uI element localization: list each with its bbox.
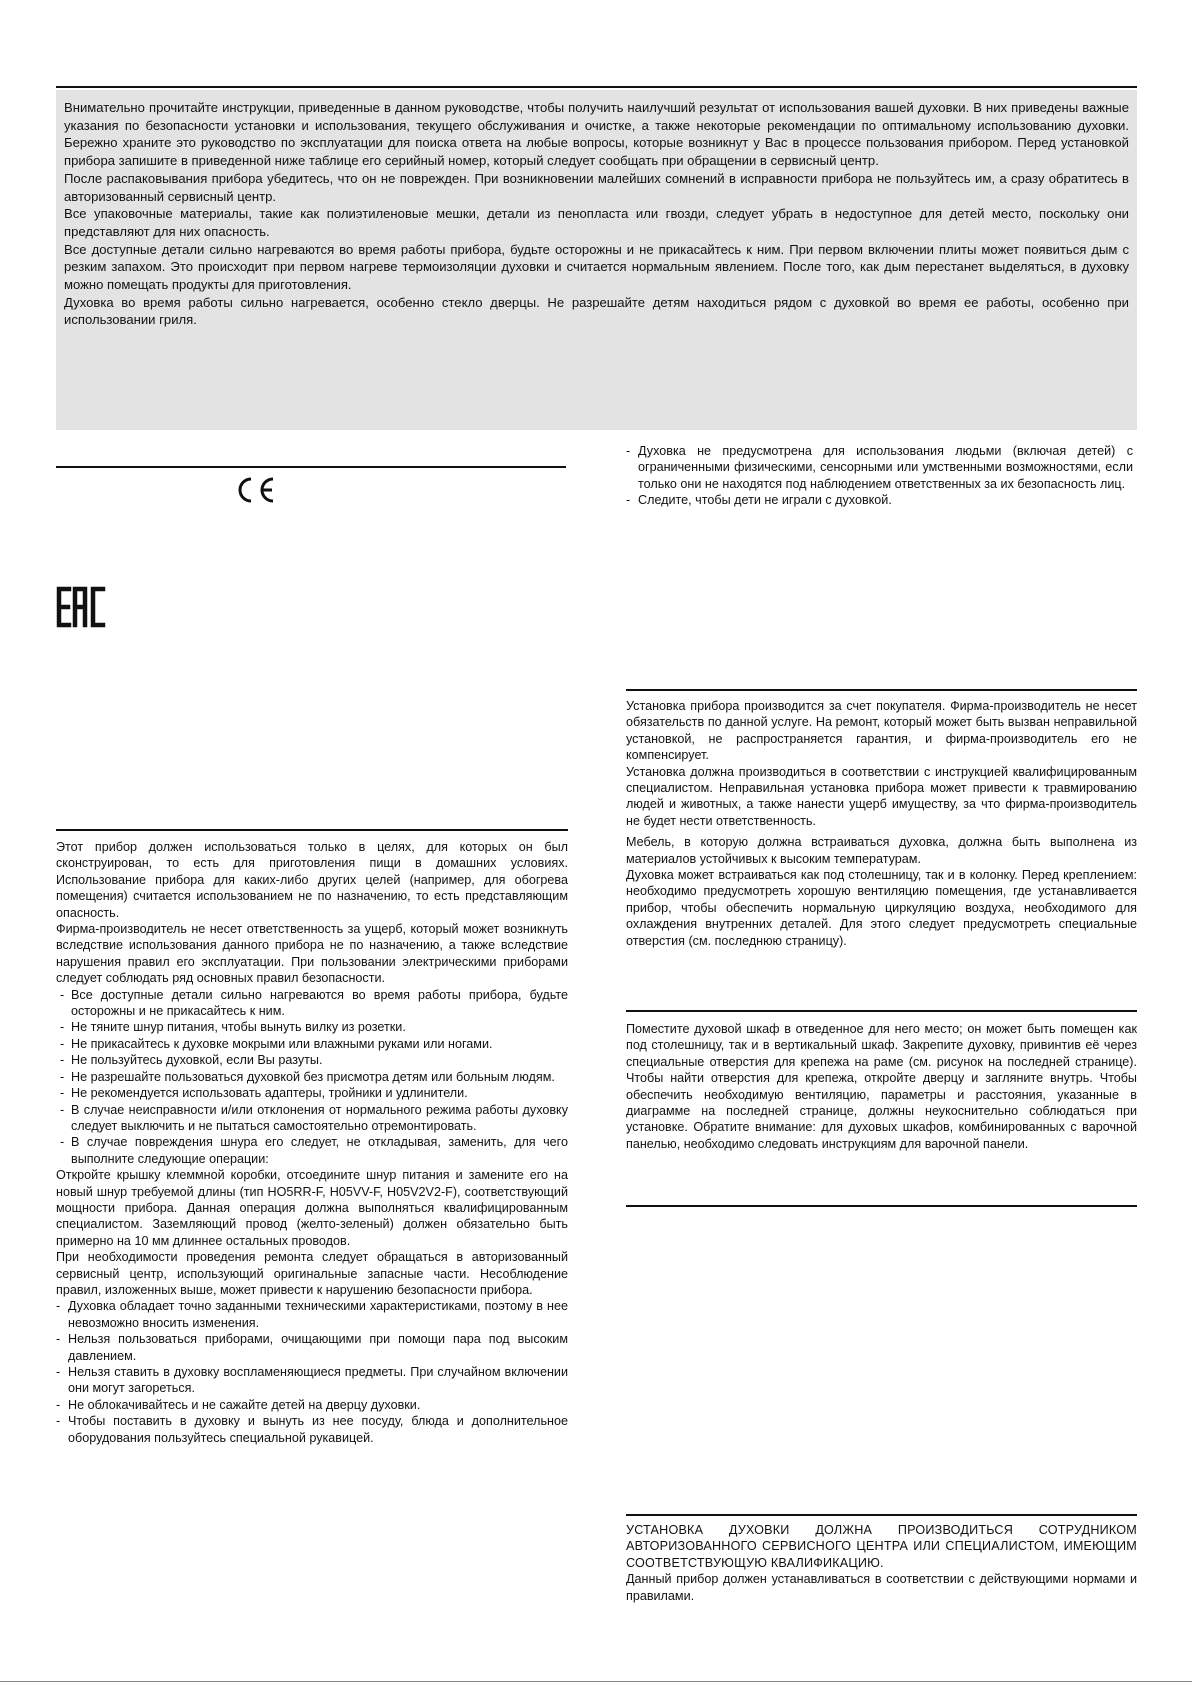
bottom-rule (0, 1681, 1192, 1682)
list-item: - Духовка не предусмотрена для использования людьми (включая детей) с ограниченными физическими, сенсорными или умственными возможностями, если только они не находятся под наблюдением ответственных за их безопасность лиц. (626, 443, 1133, 492)
safety-paragraph: При необходимости проведения ремонта следует обращаться в авторизованный сервисный центр, использующий оригинальные запасные части. Несоблюдение правил, изложенных выше, может привести к нарушению безопасности прибора. (56, 1250, 568, 1297)
child-safety-list (626, 443, 1133, 509)
list-item: - Не облокачивайтесь и не сажайте детей на дверцу духовки. (56, 1397, 568, 1413)
list-item: - Не рекомендуется использовать адаптеры, тройники и удлинители. (56, 1085, 568, 1101)
installation-paragraph: Установка должна производиться в соответствии с инструкцией квалифицированным специалистом. Неправильная установка прибора может привести к травмированию людей и животных, а также нанести ущерб имуществу, за что фирма-производитель не будет нести ответственность. (626, 764, 1137, 828)
installation-section (626, 698, 1137, 949)
list-item: - Не пользуйтесь духовкой, если Вы разуты. (56, 1052, 568, 1068)
list-item: - Не разрешайте пользоваться духовкой без присмотра детям или больным людям. (56, 1069, 568, 1085)
list-item: - Все доступные детали сильно нагреваются во время работы прибора, будьте осторожны и не прикасайтесь к ним. (56, 987, 568, 1020)
section-rule (56, 829, 568, 831)
list-item: - Нельзя пользоваться приборами, очищающими при помощи пара под высоким давлением. (56, 1331, 568, 1364)
ce-mark (231, 475, 277, 505)
list-item: - Следите, чтобы дети не играли с духовкой. (626, 492, 1133, 508)
safety-paragraph: Фирма-производитель не несет ответственность за ущерб, который может возникнуть вследствие использования данного прибора не по назначению, а также вследствие нарушения правил его эксплуатации. При пользовании электрическими приборами следует соблюдать ряд основных правил безопасности. (56, 922, 568, 986)
intro-paragraph: Внимательно прочитайте инструкции, приведенные в данном руководстве, чтобы получить наилучший результат от использования вашей духовки. В них приведены важные указания по безопасности установки и использования, текущего обслуживания и очистке, а также некоторые рекомендации по оптимальному использованию духовки. Бережно храните это руководство по эксплуатации для поиска ответа на любые вопросы, которые возникнут у Вас в процессе пользования прибором. Перед установкой прибора запишите в приведенной ниже таблице его серийный номер, который следует сообщать при обращении в сервисный центр. (64, 100, 1129, 169)
list-item: - Не прикасайтесь к духовке мокрыми или влажными руками или ногами. (56, 1036, 568, 1052)
safety-paragraph: Этот прибор должен использоваться только в целях, для которых он был сконструирован, то есть для приготовления пищи в домашних условиях. Использование прибора для каких-либо других целей (например, для обогрева помещения) считается использованием не по назначению, то есть представляющим опасность. (56, 840, 568, 920)
qualified-installation-caps: УСТАНОВКА ДУХОВКИ ДОЛЖНА ПРОИЗВОДИТЬСЯ СОТРУДНИКОМ АВТОРИЗОВАННОГО СЕРВИСНОГО ЦЕНТРА ИЛИ СПЕЦИАЛИСТОМ, ИМЕЮЩИМ СООТВЕТСТВУЮЩУЮ КВАЛИФИКАЦИЮ. (626, 1523, 1137, 1570)
section-rule (626, 689, 1137, 691)
intro-paragraph: После распаковывания прибора убедитесь, что он не поврежден. При возникновении малейших сомнений в исправности прибора не пользуйтесь им, а сразу обратитесь в авторизованный сервисный центр. (64, 170, 1129, 204)
list-item: - Не тяните шнур питания, чтобы вынуть вилку из розетки. (56, 1019, 568, 1035)
installation-paragraph: Духовка может встраиваться как под столешницу, так и в колонку. Перед креплением: необходимо предусмотреть хорошую вентиляцию помещения, где устанавливается прибор, чтобы обеспечить нормальную циркуляцию воздуха, необходимого для охлаждения внутренних деталей. Для этого следует предусмотреть специальные отверстия (см. последнюю страницу). (626, 868, 1137, 948)
list-item: - В случае неисправности и/или отклонения от нормального режима работы духовку следует выключить и не пытаться самостоятельно отремонтировать. (56, 1102, 568, 1135)
safety-column (56, 839, 568, 1446)
intro-paragraph: Все упаковочные материалы, такие как полиэтиленовые мешки, детали из пенопласта или гвозди, следует убрать в недоступное для детей место, поскольку они представляют для них опасность. (64, 206, 1129, 239)
section-rule (626, 1205, 1137, 1207)
section-rule (626, 1514, 1137, 1516)
section-rule (56, 466, 566, 468)
top-rule (56, 86, 1137, 88)
list-item: - Духовка обладает точно заданными техническими характеристиками, поэтому в нее невозможно вносить изменения. (56, 1298, 568, 1331)
intro-paragraph: Все доступные детали сильно нагреваются во время работы прибора, будьте осторожны и не прикасайтесь к ним. При первом включении плиты может появиться дым с резким запахом. Это происходит при первом нагреве термоизоляции духовки и считается нормальным явлением. После того, как дым перестанет выделяться, в духовку можно помещать продукты для приготовления. (64, 241, 1129, 293)
safety-paragraph: Откройте крышку клеммной коробки, отсоедините шнур питания и замените его на новый шнур требуемой длины (тип HO5RR-F, H05VV-F, H05V2V2-F), соответствующий мощности прибора. Данная операция должна выполняться квалифицированным специалистом. Заземляющий провод (желто-зеленый) должен обязательно быть примерно на 10 мм длиннее остальных проводов. (56, 1168, 568, 1248)
list-item: - Нельзя ставить в духовку воспламеняющиеся предметы. При случайном включении они могут загореться. (56, 1364, 568, 1397)
installation-paragraph: Установка прибора производится за счет покупателя. Фирма-производитель не несет обязательств по данной услуге. На ремонт, который может быть вызван неправильной установкой, не распространяется гарантия, и фирма-производитель его не компенсирует. (626, 699, 1137, 763)
qualified-installation-section (626, 1522, 1137, 1604)
list-item: - Чтобы поставить в духовку и вынуть из нее посуду, блюда и дополнительное оборудования пользуйтесь специальной рукавицей. (56, 1413, 568, 1446)
intro-box (56, 90, 1137, 430)
installation-paragraph: Мебель, в которую должна встраиваться духовка, должна быть выполнена из материалов устойчивых к высоким температурам. (626, 835, 1137, 866)
placement-paragraph: Поместите духовой шкаф в отведенное для него место; он может быть помещен как под столешницу, так и в вертикальный шкаф. Закрепите духовку, привинтив её через специальные отверстия для крепежа на раме (см. рисунок на последней странице). Чтобы найти отверстия для крепежа, откройте дверцу и загляните внутрь. Чтобы обеспечить необходимую вентиляцию, параметры и расстояния, указанные в диаграмме на последней странице, должны неукоснительно соблюдаться при установке. Обратите внимание: для духовых шкафов, комбинированных с варочной панелью, необходимо следовать инструкциям для варочной панели. (626, 1022, 1137, 1151)
placement-section (626, 1021, 1137, 1152)
section-rule (626, 1010, 1137, 1012)
eac-mark (56, 586, 108, 628)
intro-paragraph: Духовка во время работы сильно нагревается, особенно стекло дверцы. Не разрешайте детям находиться рядом с духовкой во время ее работы, особенно при использовании гриля. (64, 294, 1129, 328)
list-item: - В случае повреждения шнура его следует, не откладывая, заменить, для чего выполните следующие операции: (56, 1134, 568, 1167)
qualified-installation-text: Данный прибор должен устанавливаться в соответствии с действующими нормами и правилами. (626, 1572, 1137, 1603)
